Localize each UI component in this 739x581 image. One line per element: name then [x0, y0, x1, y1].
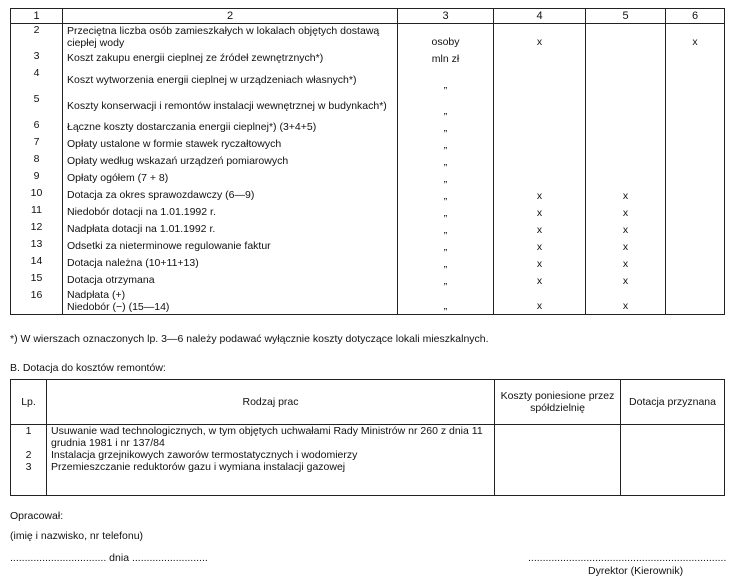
cell-col5: x	[586, 221, 666, 238]
table-row	[11, 50, 725, 67]
row-unit: mln zł	[398, 50, 494, 67]
date-line: ................................. dnia ..........................	[10, 552, 208, 564]
table-row	[11, 153, 725, 170]
table-row	[11, 461, 725, 473]
cell-costs	[495, 425, 621, 450]
col-header: 3	[398, 9, 494, 24]
row-text: Dotacja należna (10+11+13)	[67, 257, 199, 269]
row-text: Opłaty według wskazań urządzeń pomiarowych	[67, 155, 289, 167]
row-description	[63, 238, 398, 255]
cell-col4: x	[494, 187, 586, 204]
row-number: 12	[11, 221, 63, 238]
row-description	[63, 93, 398, 119]
empty-cell	[11, 473, 47, 496]
empty-cell	[621, 473, 725, 496]
row-unit: „	[398, 255, 494, 272]
cell-col6	[666, 272, 725, 289]
table-row	[11, 119, 725, 136]
row-number: 9	[11, 170, 63, 187]
row-unit: „	[398, 187, 494, 204]
table-row	[11, 187, 725, 204]
cell-col5	[586, 93, 666, 119]
cell-col5: x	[586, 289, 666, 315]
row-text: Koszt wytworzenia energii cieplnej w urządzeniach własnych*)	[67, 73, 357, 86]
row-text: Niedobór dotacji na 1.01.1992 r.	[67, 206, 216, 218]
row-number: 13	[11, 238, 63, 255]
row-text: Nadpłata (+)	[67, 289, 126, 302]
cell-subsidy	[621, 461, 725, 473]
col-header: 2	[63, 9, 398, 24]
row-unit: „	[398, 93, 494, 119]
row-unit: „	[398, 153, 494, 170]
col-header: Dotacja przyznana	[621, 380, 725, 425]
table-header-row	[11, 380, 725, 425]
cell-col6	[666, 67, 725, 93]
cell-col4: x	[494, 221, 586, 238]
cell-col4	[494, 119, 586, 136]
col-header: Rodzaj prac	[47, 380, 495, 425]
row-number: 15	[11, 272, 63, 289]
row-unit: „	[398, 289, 494, 315]
row-number: 2	[11, 449, 47, 461]
empty-cell	[47, 473, 495, 496]
row-number: 5	[11, 93, 63, 119]
row-number: 3	[11, 50, 63, 67]
row-description	[63, 289, 398, 315]
row-number: 2	[11, 24, 63, 50]
table-repair-subsidy	[10, 379, 725, 496]
table-row	[11, 289, 725, 315]
row-description	[63, 221, 398, 238]
row-text: Opłaty ogółem (7 + 8)	[67, 172, 169, 184]
cell-col5: x	[586, 187, 666, 204]
cell-col5	[586, 50, 666, 67]
row-description: Przemieszczanie reduktorów gazu i wymiana instalacji gazowej	[47, 461, 495, 473]
col-header: Koszty poniesione przez spółdzielnię	[495, 380, 621, 425]
col-header: 6	[666, 9, 725, 24]
cell-col5	[586, 170, 666, 187]
row-unit: „	[398, 204, 494, 221]
table-row	[11, 238, 725, 255]
cell-col6	[666, 93, 725, 119]
cell-col6	[666, 255, 725, 272]
table-row	[11, 473, 725, 496]
row-text: Koszty konserwacji i remontów instalacji wewnętrznej w budynkach*)	[67, 99, 387, 112]
cell-col4: x	[494, 272, 586, 289]
row-text: Dotacja za okres sprawozdawczy (6—9)	[67, 189, 255, 201]
cell-col6	[666, 204, 725, 221]
row-number: 14	[11, 255, 63, 272]
row-description	[63, 170, 398, 187]
row-description	[63, 255, 398, 272]
row-description	[63, 50, 398, 67]
row-description	[63, 24, 398, 50]
row-text: Przeciętna liczba osób zamieszkałych w lokalach objętych dostawą ciepłej wody	[67, 24, 380, 49]
prepared-label: Opracował:	[10, 510, 64, 522]
signature-line: ....................................................................	[528, 552, 727, 564]
cell-col6	[666, 187, 725, 204]
row-number: 6	[11, 119, 63, 136]
row-number: 10	[11, 187, 63, 204]
table-row	[11, 204, 725, 221]
cell-col5: x	[586, 255, 666, 272]
row-unit: „	[398, 119, 494, 136]
cell-col6	[666, 136, 725, 153]
table-row	[11, 24, 725, 50]
footnote: *) W wierszach oznaczonych lp. 3—6 należy podawać wyłącznie koszty dotyczące lokali mieszkalnych.	[10, 333, 489, 345]
row-description	[63, 67, 398, 93]
table-heating-costs	[10, 8, 725, 315]
cell-col4	[494, 50, 586, 67]
row-description: Instalacja grzejnikowych zaworów termostatycznych i wodomierzy	[47, 449, 495, 461]
cell-col5	[586, 119, 666, 136]
row-description: Usuwanie wad technologicznych, w tym objętych uchwałami Rady Ministrów nr 260 z dnia 11 grudnia 1981 i nr 137/84	[47, 425, 495, 450]
row-number: 8	[11, 153, 63, 170]
row-text: Koszt zakupu energii cieplnej ze źródeł zewnętrznych*)	[67, 52, 324, 64]
cell-col5: x	[586, 238, 666, 255]
cell-col6	[666, 119, 725, 136]
cell-col6	[666, 153, 725, 170]
row-text: Łączne koszty dostarczania energii cieplnej*) (3+4+5)	[67, 121, 317, 133]
table-header-row	[11, 9, 725, 24]
col-header: 4	[494, 9, 586, 24]
table-row	[11, 272, 725, 289]
empty-cell	[495, 473, 621, 496]
row-number: 7	[11, 136, 63, 153]
cell-col4: x	[494, 24, 586, 50]
row-unit: „	[398, 67, 494, 93]
col-header: 5	[586, 9, 666, 24]
cell-col6	[666, 50, 725, 67]
row-description	[63, 187, 398, 204]
cell-col4	[494, 170, 586, 187]
director-label: Dyrektor (Kierownik)	[588, 565, 684, 577]
row-number: 3	[11, 461, 47, 473]
col-header: 1	[11, 9, 63, 24]
table-row	[11, 449, 725, 461]
name-hint: (imię i nazwisko, nr telefonu)	[10, 530, 144, 542]
cell-col4	[494, 153, 586, 170]
table-row	[11, 136, 725, 153]
row-description	[63, 136, 398, 153]
cell-subsidy	[621, 425, 725, 450]
row-unit: „	[398, 238, 494, 255]
row-unit: „	[398, 221, 494, 238]
table-row	[11, 67, 725, 93]
cell-col5	[586, 153, 666, 170]
row-description	[63, 204, 398, 221]
row-text: Niedobór (−) (15—14)	[67, 301, 170, 314]
section-b-title: B. Dotacja do kosztów remontów:	[10, 362, 166, 374]
table-row	[11, 255, 725, 272]
cell-costs	[495, 461, 621, 473]
row-description	[63, 119, 398, 136]
cell-col4: x	[494, 238, 586, 255]
row-text: Odsetki za nieterminowe regulowanie faktur	[67, 240, 271, 252]
cell-col4: x	[494, 204, 586, 221]
col-header: Lp.	[11, 380, 47, 425]
cell-col5	[586, 24, 666, 50]
row-unit: „	[398, 136, 494, 153]
cell-costs	[495, 449, 621, 461]
table-row	[11, 221, 725, 238]
row-text: Nadpłata dotacji na 1.01.1992 r.	[67, 223, 216, 235]
cell-col4: x	[494, 289, 586, 315]
row-unit: osoby	[398, 24, 494, 50]
row-text: Opłaty ustalone w formie stawek ryczałtowych	[67, 138, 282, 150]
cell-col6	[666, 238, 725, 255]
table-row	[11, 170, 725, 187]
cell-col6	[666, 289, 725, 315]
cell-col5: x	[586, 272, 666, 289]
row-unit: „	[398, 272, 494, 289]
cell-col4	[494, 136, 586, 153]
cell-col4	[494, 93, 586, 119]
cell-col5	[586, 67, 666, 93]
cell-col6: x	[666, 24, 725, 50]
row-description	[63, 272, 398, 289]
row-unit: „	[398, 170, 494, 187]
row-number: 11	[11, 204, 63, 221]
cell-col4: x	[494, 255, 586, 272]
cell-col5	[586, 136, 666, 153]
cell-col4	[494, 67, 586, 93]
cell-col5: x	[586, 204, 666, 221]
row-number: 1	[11, 425, 47, 450]
row-text: Dotacja otrzymana	[67, 274, 155, 286]
cell-col6	[666, 221, 725, 238]
row-description	[63, 153, 398, 170]
row-number: 4	[11, 67, 63, 93]
table-row	[11, 425, 725, 450]
cell-col6	[666, 170, 725, 187]
row-number: 16	[11, 289, 63, 315]
table-row	[11, 93, 725, 119]
cell-subsidy	[621, 449, 725, 461]
